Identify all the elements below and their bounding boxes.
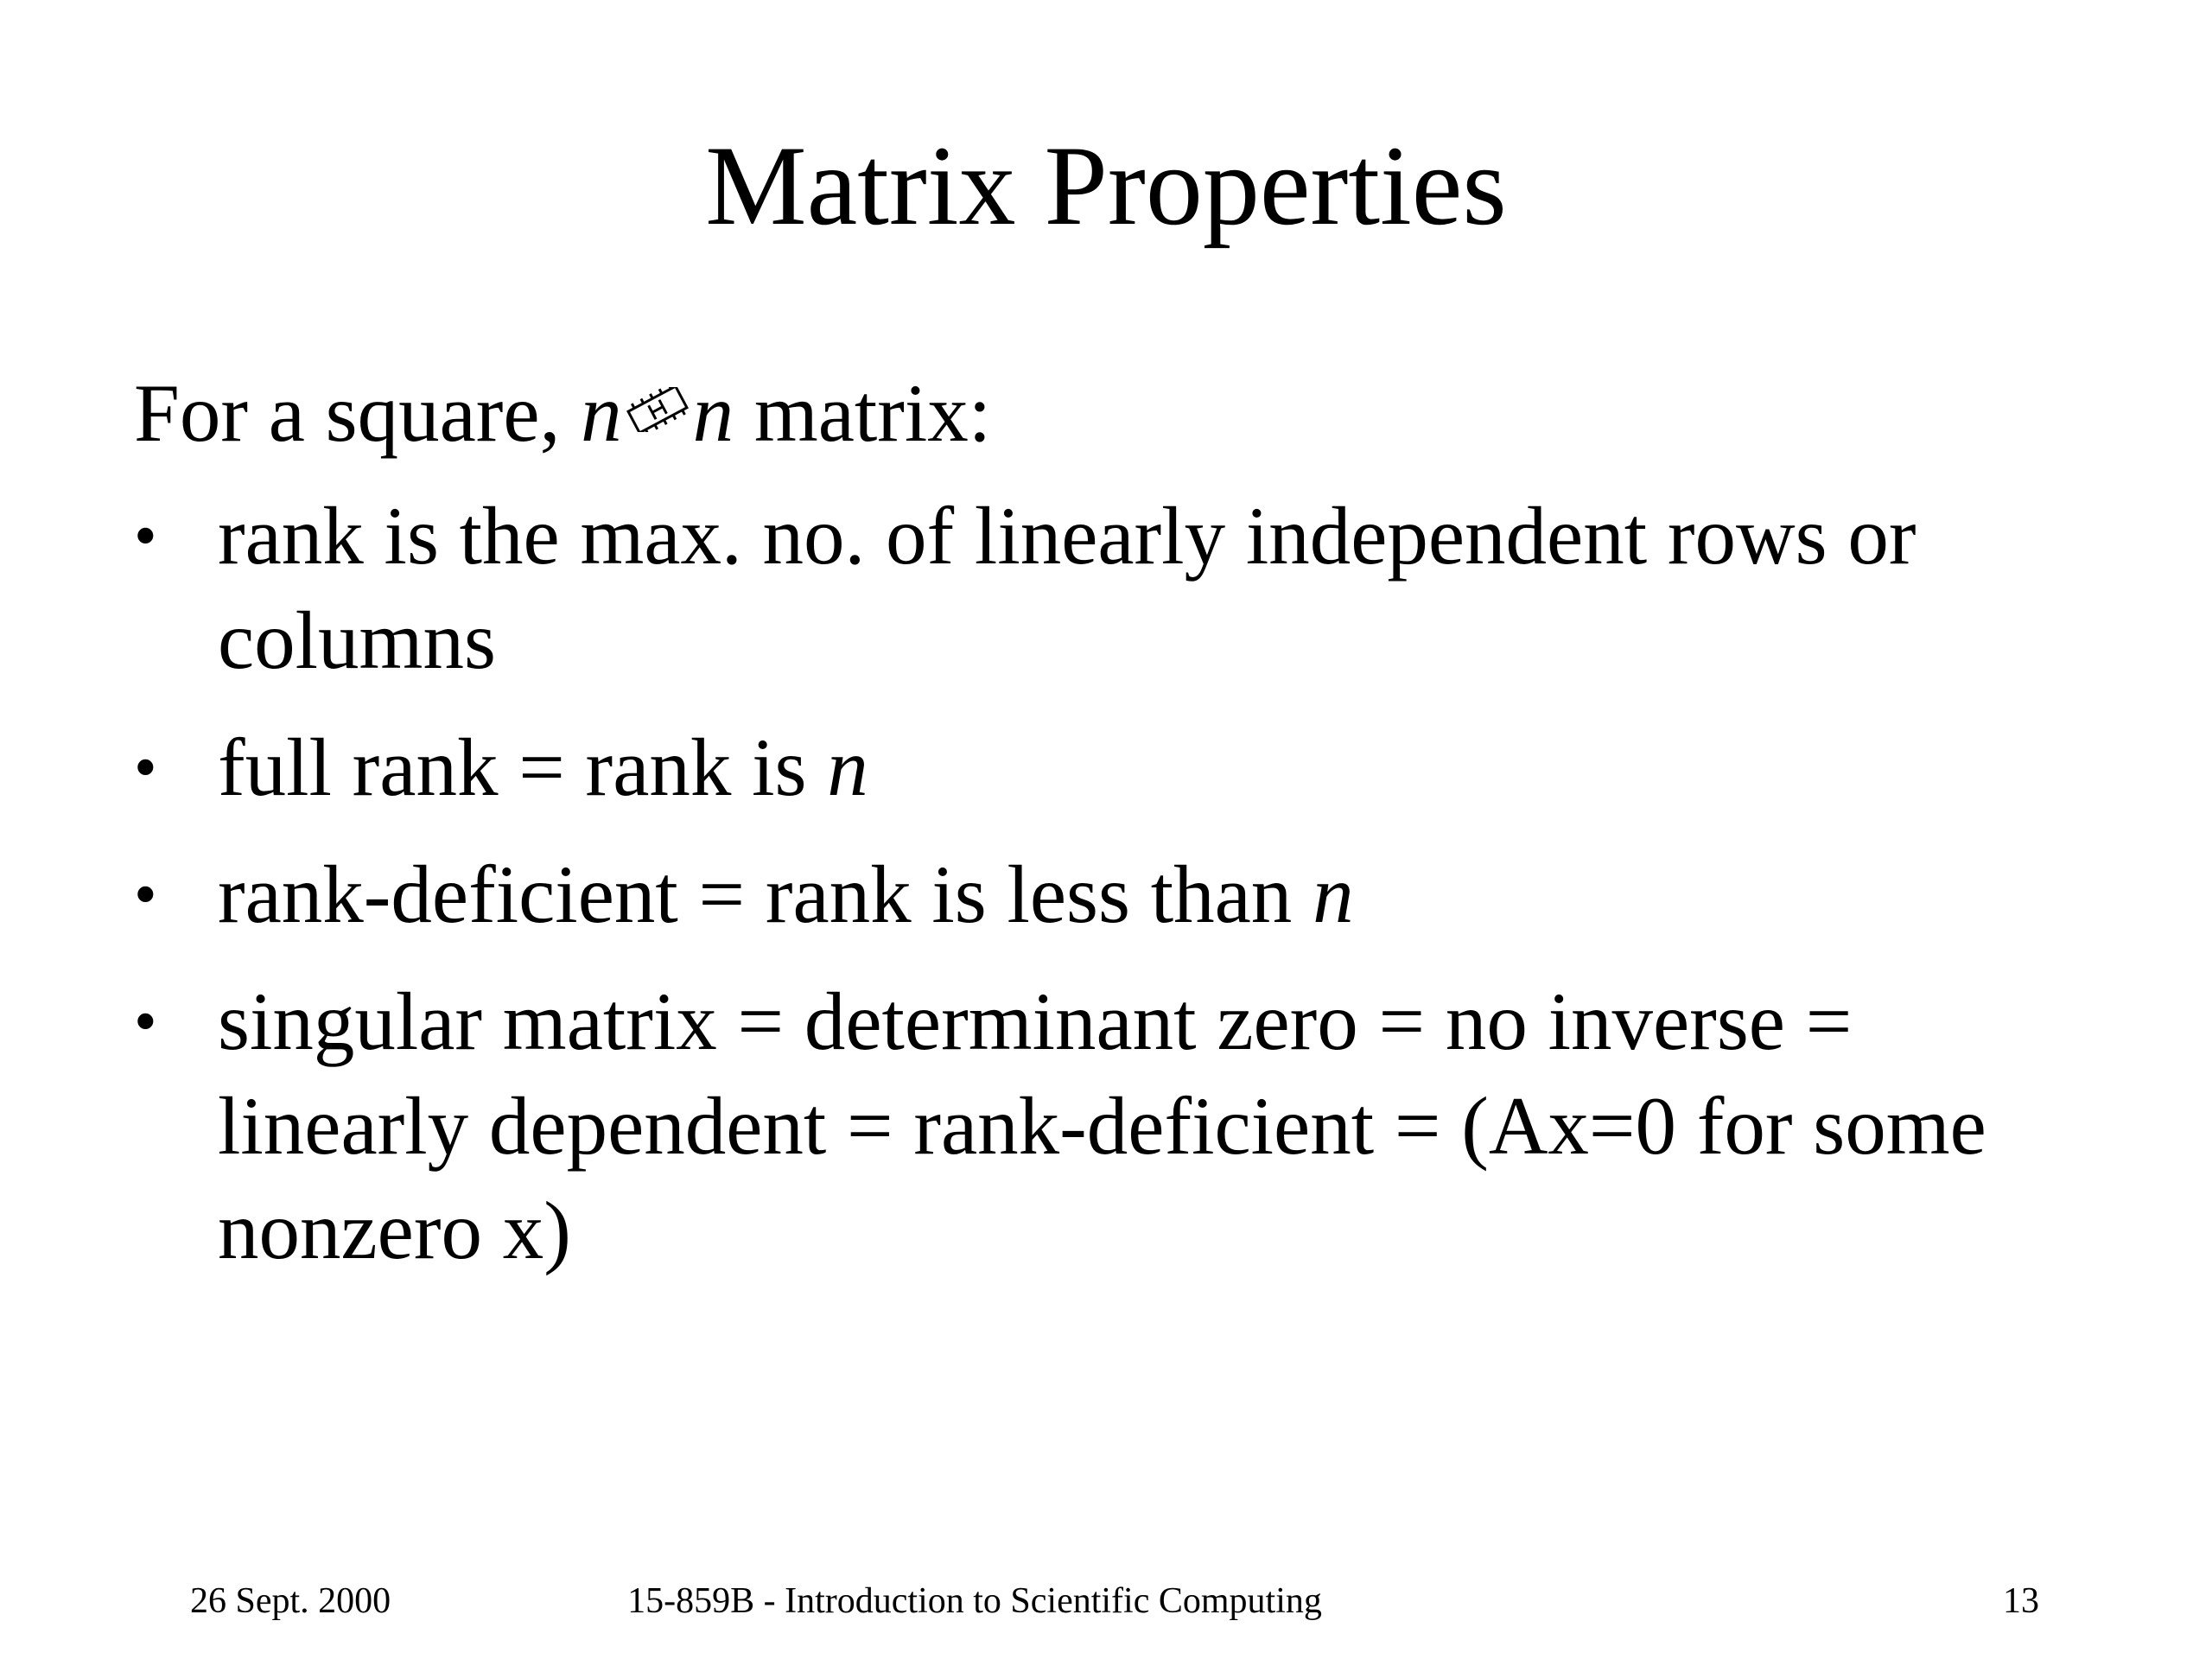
bullet-item-singular-matrix [134, 969, 2121, 1283]
footer-page-number: 13 [2003, 1581, 2039, 1621]
bullet-item-full-rank [134, 715, 2121, 820]
bullet-item-rank-deficient [134, 842, 2121, 947]
bullet-item-rank-definition [134, 484, 2121, 693]
intro-line [134, 353, 991, 465]
bullet-marker: • [134, 731, 157, 804]
intro-text-after: matrix: [734, 367, 992, 459]
bullet-text: rank-deficient = rank is less than [218, 849, 1313, 940]
bullet-text: rank is the max. no. of linearly independent rows or columns [218, 490, 1916, 686]
bullet-marker: • [134, 858, 157, 931]
footer-course-title: 15-859B - Introduction to Scientific Computing [627, 1581, 1322, 1621]
bullet-variable: n [1313, 849, 1354, 940]
slide-title: Matrix Properties [705, 122, 1507, 249]
bullet-text: full rank = rank is [218, 721, 828, 813]
bullet-list [134, 484, 2121, 1306]
bullet-marker: • [134, 985, 157, 1058]
intro-var-left: n [581, 367, 622, 459]
intro-text-before: For a square, [134, 367, 582, 459]
bullet-text: singular matrix = determinant zero = no inverse = linearly dependent = rank-deficient = (Ax=0 for some nonzero x) [218, 976, 1986, 1276]
footer-date: 26 Sept. 2000 [190, 1581, 391, 1621]
dimension-cross-icon [626, 353, 690, 397]
intro-var-right: n [692, 367, 734, 459]
bullet-variable: n [827, 721, 868, 813]
bullet-marker: • [134, 499, 157, 572]
